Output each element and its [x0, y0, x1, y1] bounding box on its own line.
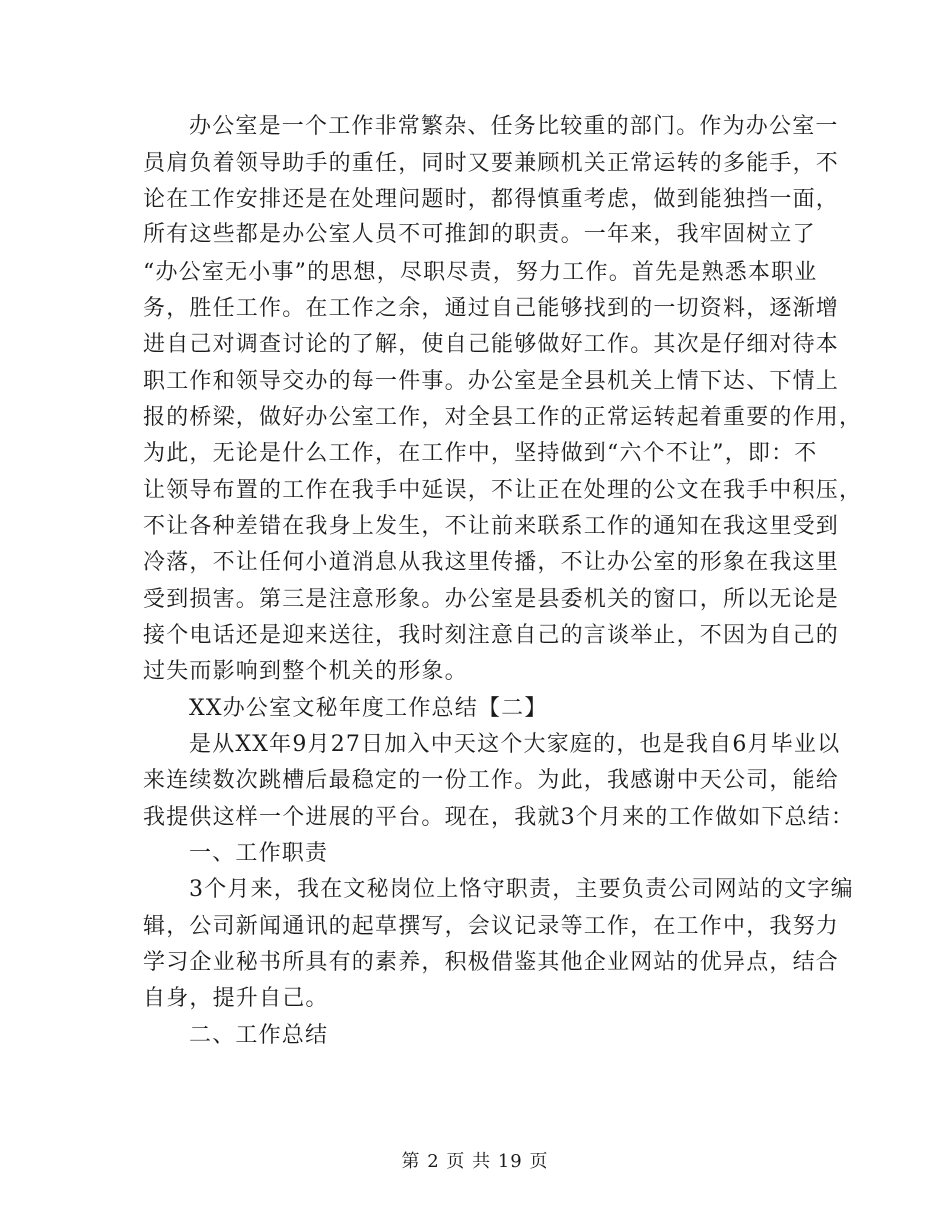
- paragraph-line: 所有这些都是办公室人员不可推卸的职责。一年来，我牢固树立了: [143, 222, 816, 247]
- paragraph-line: 接个电话还是迎来送往，我时刻注意自己的言谈举止，不因为自己的: [143, 623, 840, 648]
- paragraph-line: 不让各种差错在我身上发生，不让前来联系工作的通知在我这里受到: [143, 514, 840, 539]
- paragraph-line: 学习企业秘书所具有的素养，积极借鉴其他企业网站的优异点，结合: [143, 950, 840, 975]
- paragraph-line: 我提供这样一个进展的平台。现在，我就3个月来的工作做如下总结：: [143, 805, 855, 830]
- paragraph-line: 冷落，不让任何小道消息从我这里传播，不让办公室的形象在我这里: [143, 550, 840, 575]
- subsection-heading: 一、工作职责: [189, 841, 329, 866]
- paragraph-line: 为此，无论是什么工作，在工作中，坚持做到“六个不让”，即：不: [143, 441, 818, 466]
- paragraph-line: 员肩负着领导助手的重任，同时又要兼顾机关正常运转的多能手，不: [143, 151, 840, 176]
- paragraph-line: 过失而影响到整个机关的形象。: [143, 659, 468, 684]
- subsection-heading: 二、工作总结: [189, 1023, 329, 1048]
- paragraph-line: 论在工作安排还是在处理问题时，都得慎重考虑，做到能独挡一面，: [143, 187, 840, 212]
- section-heading: XX办公室文秘年度工作总结【二】: [189, 696, 548, 721]
- paragraph-line: 务，胜任工作。在工作之余，通过自己能够找到的一切资料，逐渐增: [143, 296, 840, 321]
- paragraph-line: 进自己对调查讨论的了解，使自己能够做好工作。其次是仔细对待本: [143, 332, 840, 357]
- page-number-footer: 第 2 页 共 19 页: [401, 1151, 549, 1172]
- paragraph-line: “办公室无小事”的思想，尽职尽责，努力工作。首先是熟悉本职业: [143, 260, 818, 285]
- paragraph-line: 职工作和领导交办的每一件事。办公室是全县机关上情下达、下情上: [143, 369, 840, 394]
- paragraph-line: 是从XX年9月27日加入中天这个大家庭的，也是我自6月毕业以: [189, 732, 841, 757]
- paragraph-line: 让领导布置的工作在我手中延误，不让正在处理的公文在我手中积压，: [143, 478, 863, 503]
- paragraph-line: 受到损害。第三是注意形象。办公室是县委机关的窗口，所以无论是: [143, 587, 840, 612]
- paragraph-line: 来连续数次跳槽后最稳定的一份工作。为此，我感谢中天公司，能给: [143, 768, 840, 793]
- paragraph-line: 辑，公司新闻通讯的起草撰写，会议记录等工作，在工作中，我努力: [143, 914, 840, 939]
- paragraph-line: 办公室是一个工作非常繁杂、任务比较重的部门。作为办公室一: [189, 114, 839, 139]
- paragraph-line: 3个月来，我在文秘岗位上恪守职责，主要负责公司网站的文字编: [189, 877, 854, 902]
- paragraph-line: 自身，提升自己。: [143, 986, 329, 1011]
- paragraph-line: 报的桥梁，做好办公室工作，对全县工作的正常运转起着重要的作用，: [143, 405, 863, 430]
